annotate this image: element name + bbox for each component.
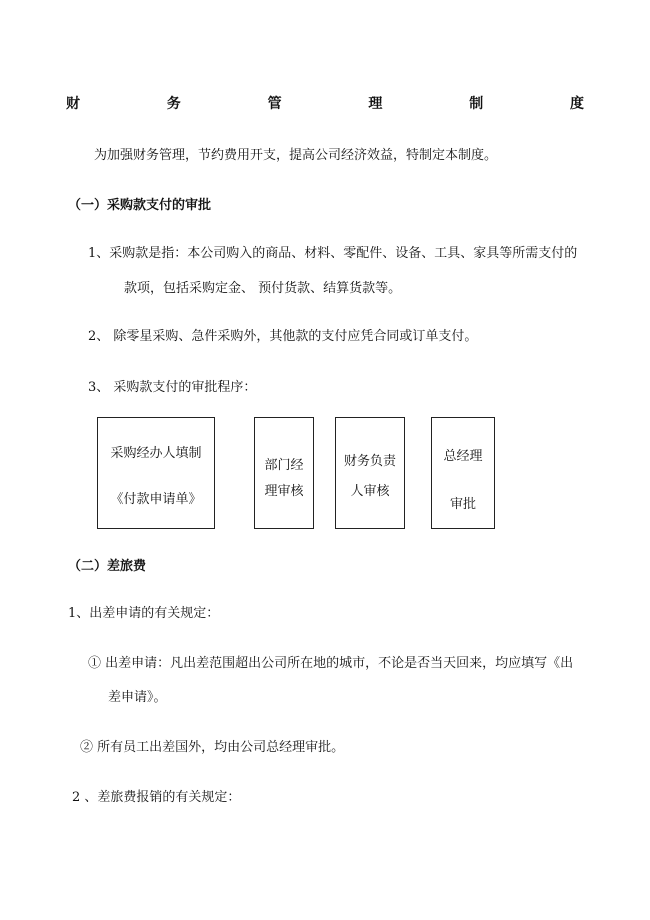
flow-box-gm [431,417,495,529]
section1-item2: 2、 除零星采购、急件采购外，其他款的支付应凭合同或订单支付。 [88,329,478,344]
flow-box-finance [335,417,405,529]
section1-item1-line2: 款项，包括采购定金、 预付货款、结算货款等。 [124,281,402,296]
section2-rule1-b: ② 所有员工出差国外，均由公司总经理审批。 [80,740,345,755]
section2-rule1: 1、出差申请的有关规定： [68,606,220,621]
intro-paragraph: 为加强财务管理，节约费用开支，提高公司经济效益，特制定本制度。 [94,148,498,163]
flow-box-dept-manager-line2: 理审核 [264,484,304,499]
title-char: 财 [66,96,80,112]
flow-box-gm-line1: 总经理 [443,449,483,464]
flow-box-applicant-line2: 《付款申请单》 [110,492,202,507]
section2-rule1-a-line2: 差申请》。 [108,690,167,705]
title-char: 管 [267,96,282,112]
title-char: 务 [166,96,181,112]
title-char: 理 [368,96,383,112]
flow-box-applicant-line1: 采购经办人填制 [110,446,202,461]
flow-box-finance-line1: 财务负责 [343,454,396,469]
section1-item1-line1: 1、采购款是指：本公司购入的商品、材料、零配件、设备、工具、家具等所需支付的 [88,246,578,261]
title-char: 制 [469,96,484,112]
section2-rule2: 2 、差旅费报销的有关规定： [72,790,241,805]
flow-box-dept-manager-line1: 部门经 [264,458,304,473]
section1-item3: 3、 采购款支付的审批程序： [88,380,257,395]
section1-heading: （一）采购款支付的审批 [68,198,212,213]
flow-box-applicant [97,417,215,529]
section2-rule1-a-line1: ① 出差申请：凡出差范围超出公司所在地的城市，不论是否当天回来，均应填写《出 [88,656,574,671]
section2-heading: （二）差旅费 [68,559,147,574]
flow-box-dept-manager [254,417,314,529]
title-char: 度 [569,96,584,112]
flow-box-finance-line2: 人审核 [350,484,390,499]
flow-box-gm-line2: 审批 [449,497,476,512]
document-title [66,93,584,113]
